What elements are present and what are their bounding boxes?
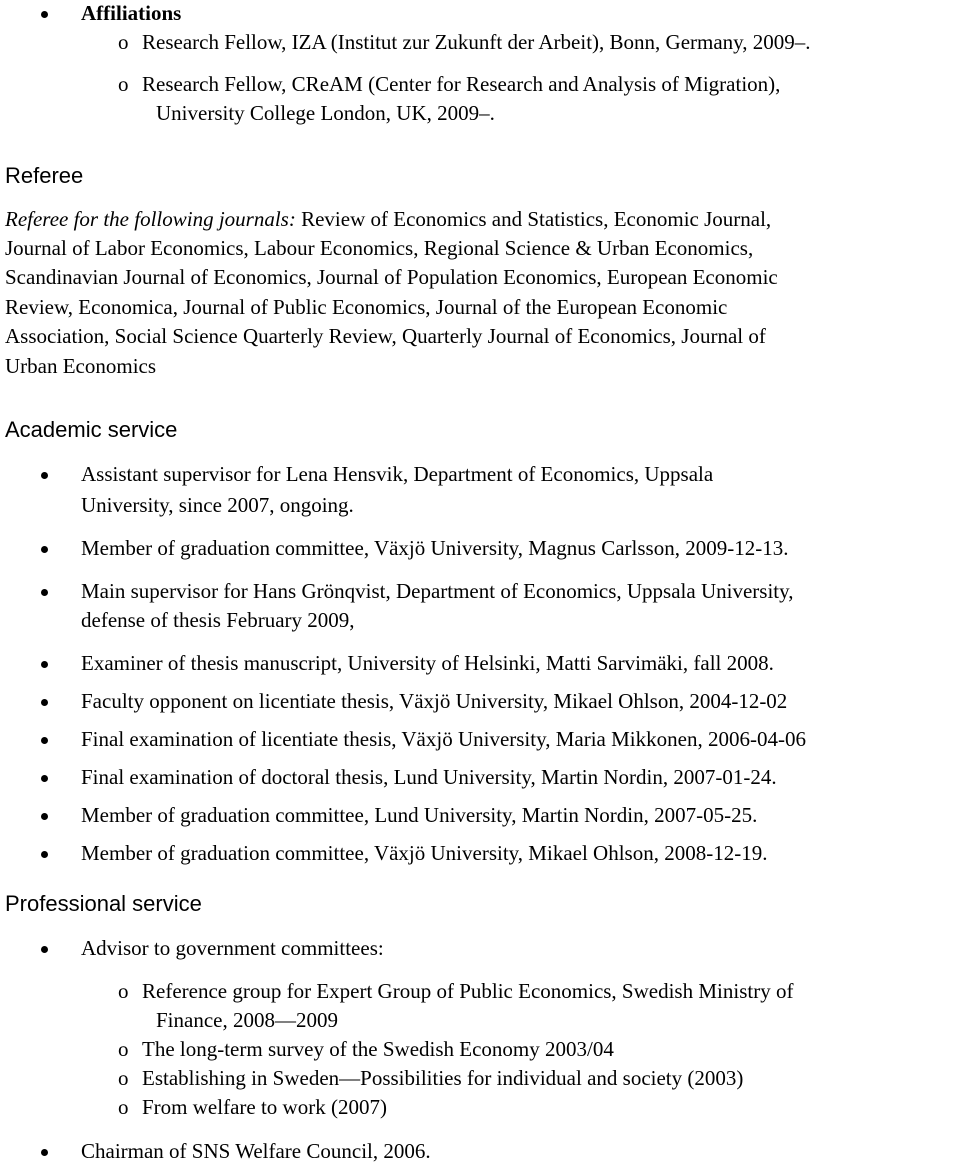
sub-item-3: Establishing in Sweden—Possibilities for individual and society (2003) (142, 1066, 744, 1090)
bullet-academic-5 (41, 699, 48, 706)
referee-line-3: Scandinavian Journal of Economics, Journal of Population Economics, European Economic (5, 265, 778, 289)
bullet-academic-7 (41, 775, 48, 782)
sub-item-marker-1: o (118, 979, 129, 1003)
affiliation-marker-1: o (118, 30, 129, 54)
affiliation-item-2-line1: Research Fellow, CReAM (Center for Research and Analysis of Migration), (142, 72, 781, 96)
referee-line-5: Association, Social Science Quarterly Review, Quarterly Journal of Economics, Journal of (5, 324, 766, 348)
affiliations-heading: Affiliations (81, 1, 182, 25)
bullet-academic-1 (41, 472, 48, 479)
affiliation-marker-2: o (118, 72, 129, 96)
academic-item-7: Final examination of doctoral thesis, Lund University, Martin Nordin, 2007-01-24. (81, 765, 777, 789)
academic-item-9: Member of graduation committee, Växjö University, Mikael Ohlson, 2008-12-19. (81, 841, 768, 865)
bullet-chairman (41, 1149, 48, 1156)
referee-line-1 (5, 207, 771, 232)
sub-item-marker-2: o (118, 1037, 129, 1061)
affiliation-item-1: Research Fellow, IZA (Institut zur Zukunft der Arbeit), Bonn, Germany, 2009–. (142, 30, 811, 54)
affiliation-item-2-line2: University College London, UK, 2009–. (156, 101, 495, 125)
bullet-academic-3 (41, 589, 48, 596)
referee-line-6: Urban Economics (5, 354, 157, 378)
referee-journals-1: Review of Economics and Statistics, Economic Journal, (301, 207, 772, 231)
bullet-affiliations (41, 11, 48, 18)
academic-item-4: Examiner of thesis manuscript, University of Helsinki, Matti Sarvimäki, fall 2008. (81, 651, 774, 675)
academic-item-8: Member of graduation committee, Lund University, Martin Nordin, 2007-05-25. (81, 803, 758, 827)
academic-item-3-line1: Main supervisor for Hans Grönqvist, Department of Economics, Uppsala University, (81, 579, 794, 603)
sub-item-2: The long-term survey of the Swedish Economy 2003/04 (142, 1037, 614, 1061)
academic-service-heading: Academic service (5, 417, 178, 442)
sub-item-marker-3: o (118, 1066, 129, 1090)
bullet-academic-9 (41, 851, 48, 858)
bullet-advisor (41, 946, 48, 953)
bullet-academic-6 (41, 737, 48, 744)
bullet-academic-2 (41, 546, 48, 553)
academic-item-6: Final examination of licentiate thesis, Växjö University, Maria Mikkonen, 2006-04-06 (81, 727, 806, 751)
bullet-academic-8 (41, 813, 48, 820)
professional-service-heading: Professional service (5, 891, 202, 916)
academic-item-1-line2: University, since 2007, ongoing. (81, 493, 354, 517)
sub-item-1-line1: Reference group for Expert Group of Public Economics, Swedish Ministry of (142, 979, 794, 1003)
academic-item-3-line2: defense of thesis February 2009, (81, 608, 355, 632)
referee-heading: Referee (5, 163, 84, 188)
referee-lead: Referee for the following journals: (5, 207, 296, 231)
sub-item-4: From welfare to work (2007) (142, 1095, 387, 1119)
referee-line-4: Review, Economica, Journal of Public Economics, Journal of the European Economic (5, 295, 728, 319)
sub-item-marker-4: o (118, 1095, 129, 1119)
bullet-academic-4 (41, 661, 48, 668)
academic-item-5: Faculty opponent on licentiate thesis, Växjö University, Mikael Ohlson, 2004-12-02 (81, 689, 788, 713)
academic-item-1-line1: Assistant supervisor for Lena Hensvik, Department of Economics, Uppsala (81, 462, 714, 486)
chairman-item: Chairman of SNS Welfare Council, 2006. (81, 1139, 431, 1163)
sub-item-1-line2: Finance, 2008—2009 (156, 1008, 338, 1032)
referee-line-2: Journal of Labor Economics, Labour Economics, Regional Science & Urban Economics, (5, 236, 754, 260)
advisor-label: Advisor to government committees: (81, 936, 384, 960)
academic-item-2: Member of graduation committee, Växjö University, Magnus Carlsson, 2009-12-13. (81, 536, 789, 560)
